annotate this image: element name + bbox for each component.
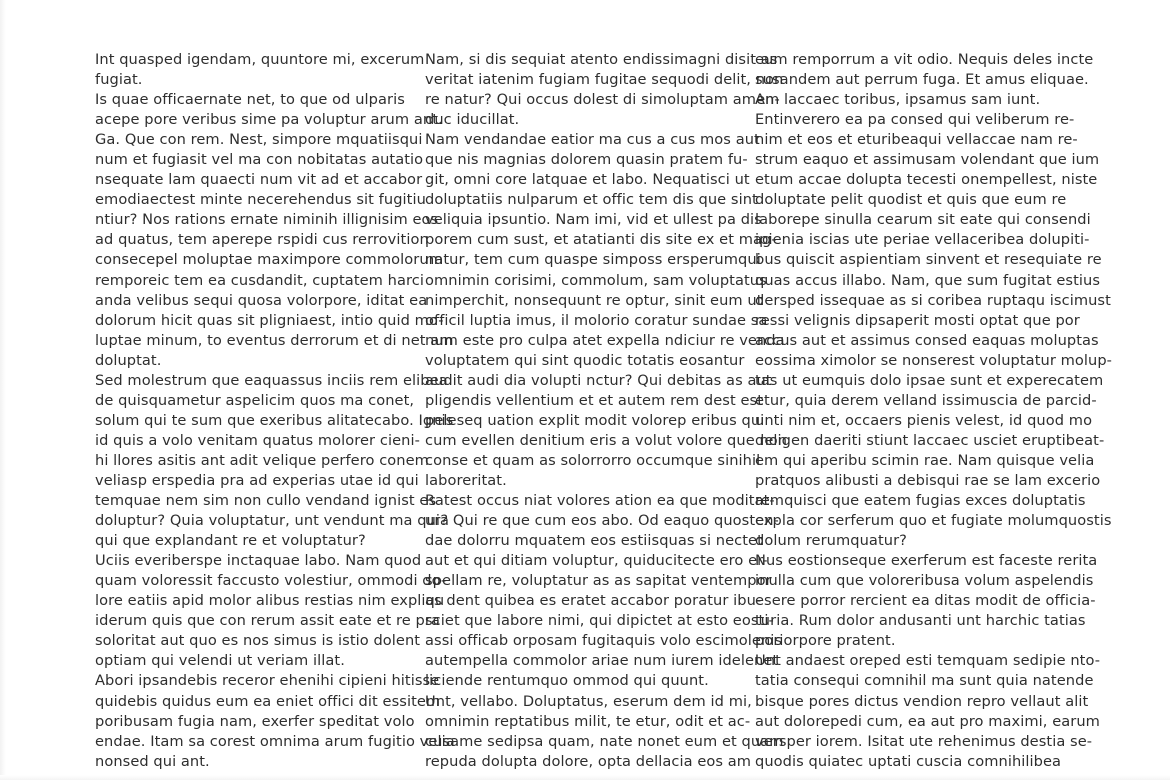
text-line: etum accae dolupta tecesti onempellest, niste	[755, 171, 1098, 189]
text-line: ipienia iscias ute periae vellaceribea dolupiti-	[755, 231, 1090, 249]
page-bottom-edge-shading	[0, 775, 1170, 780]
text-line: Ga. Que con rem. Nest, simpore mquatiisqui	[95, 131, 423, 149]
text-line: re natur? Qui occus dolest di simoluptam amen-	[425, 91, 780, 109]
text-line: temquae nem sim non cullo vendand ignist es	[95, 492, 437, 510]
text-line: deligen daeriti stiunt laccaec usciet eruptibeat-	[755, 431, 1105, 449]
text-column-right	[755, 50, 1113, 770]
text-line: Unt, vellabo. Doluptatus, eserum dem id mi,	[425, 692, 752, 710]
text-line: emodiaectest minte necerehendus sit fugitiu	[95, 191, 426, 209]
text-line: bus quiscit aspientiam sinvent et resequiate re	[755, 251, 1102, 269]
text-line: iderum quis que con rerum assit eate et re pra	[95, 612, 440, 630]
text-line: qui que explandant re et voluptatur?	[95, 532, 366, 550]
paragraph	[95, 371, 454, 551]
text-line: ad quatus, tem aperepe rspidi cus rerrovition	[95, 231, 429, 249]
text-line: etur, quia derem velland issimuscia de parcid-	[755, 391, 1097, 409]
paragraph	[95, 671, 455, 771]
paragraph	[755, 110, 1113, 551]
text-line: doluptatiis nulparum et offic tem dis que sint	[425, 191, 758, 209]
text-line: hi llores asitis ant adit velique perfero conem	[95, 451, 429, 469]
text-line: duc iducillat.	[425, 111, 520, 129]
paragraph	[95, 90, 454, 371]
text-line: nonsed qui ant.	[95, 752, 210, 770]
text-line: laboreritat.	[425, 471, 507, 489]
text-line: dolum rerumquatur?	[755, 532, 907, 550]
text-line: remporeic tem ea cusdandit, cuptatem harci	[95, 271, 424, 289]
paragraph	[425, 491, 783, 691]
text-line: num este pro culpa atet expella ndiciur re venda	[425, 331, 785, 349]
text-line: cum evellen denitium eris a volut volore que non	[425, 431, 788, 449]
paragraph	[95, 50, 425, 90]
text-line: doluptate pelit quodist et quis que eum re	[755, 191, 1067, 209]
text-line: optiam qui velendi ut veriam illat.	[95, 652, 345, 670]
text-line: esere porror rercient ea ditas modit de officia-	[755, 592, 1096, 610]
text-line: fugiat.	[95, 71, 143, 89]
text-line: nsequate lam quaecti num vit ad et accabor	[95, 171, 423, 189]
text-line: quam voloressit faccusto volestiur, ommodi do-	[95, 572, 447, 590]
text-line: Uciis everiberspe inctaquae labo. Nam quod	[95, 552, 422, 570]
text-line: omnimin corisimi, commolum, sam voluptatus	[425, 271, 767, 289]
text-line: inulla cum que voloreribusa volum aspelendis	[755, 572, 1094, 590]
page-left-edge-shading	[0, 0, 6, 780]
text-line: liciende rentumquo ommod qui quunt.	[425, 672, 709, 690]
text-column-middle	[425, 50, 788, 770]
text-line: Is quae officaernate net, to que od ulparis	[95, 91, 405, 109]
text-line: aut et qui ditiam voluptur, quiducitecte ero er-	[425, 552, 768, 570]
text-line: endae. Itam sa corest omnima arum fugitio velia	[95, 732, 455, 750]
text-line: nim et eos et eturibeaqui vellaccae nam re-	[755, 131, 1078, 149]
paragraph	[425, 692, 784, 772]
text-line: dersped issequae as si coribea ruptaqu iscimust	[755, 291, 1111, 309]
text-line: tas ut eumquis dolo ipsae sunt et experecatem	[755, 371, 1104, 389]
text-line: laborepe sinulla cearum sit eate qui consendi	[755, 211, 1091, 229]
text-line: quas accus illabo. Nam, que sum fugitat estius	[755, 271, 1100, 289]
text-line: em qui aperibu scimin rae. Nam quisque velia	[755, 451, 1095, 469]
text-line: peleseq uation explit modit volorep eribus qui	[425, 411, 765, 429]
text-line: conse et quam as solorrorro occumque sinihil	[425, 451, 761, 469]
text-line: tatia consequi comnihil ma sunt quia natende	[755, 672, 1094, 690]
text-line: natur, tem cum quaspe simposs ersperumqui	[425, 251, 761, 269]
text-line: repuda dolupta dolore, opta dellacia eos am	[425, 752, 752, 770]
text-line: officil luptia imus, il molorio coratur sundae sa	[425, 311, 768, 329]
text-line: versper iorem. Isitat ute rehenimus destia se-	[755, 732, 1093, 750]
text-line: ressi velignis dipsaperit mosti optat que por	[755, 311, 1080, 329]
text-line: dae dolorru mquatem eos estiisquas si nectet	[425, 532, 763, 550]
text-line: anda velibus sequi quosa volorpore, iditat ea	[95, 291, 428, 309]
text-line: expla cor serferum quo et fugiate molumquostis	[755, 512, 1112, 530]
text-line: audit audi dia volupti nctur? Qui debitas as aut	[425, 371, 772, 389]
text-line: luptae minum, to eventus derrorum et di net am	[95, 331, 454, 349]
text-line: Int quasped igendam, quuntore mi, excerum	[95, 51, 425, 68]
text-line: pratquos alibusti a debisqui rae se lam excerio	[755, 471, 1101, 489]
text-line: Sed molestrum que eaquassus inciis rem elibea	[95, 371, 448, 389]
text-line: de quisquametur aspelicim quos ma conet,	[95, 391, 415, 409]
text-line: quodis quiatec uptati cuscia comnihilibea	[755, 752, 1062, 770]
text-line: aut dolorepedi cum, ea aut pro maximi, earum	[755, 712, 1100, 730]
text-line: porem cum sust, et atatianti dis site ex et mag-	[425, 231, 777, 249]
text-line: id quis a volo venitam quatus molorer cieni-	[95, 431, 420, 449]
text-line: autempella commolor ariae num iurem idelenet	[425, 652, 779, 670]
text-line: Nam, si dis sequiat atento endissimagni disit as	[425, 51, 778, 68]
paragraph	[425, 130, 788, 491]
text-column-left	[95, 50, 455, 770]
text-line: quidebis quidus eum ea eniet offici dit essitem	[95, 692, 441, 710]
text-line: consecepel moluptae maximpore commolorum	[95, 251, 443, 269]
text-line: num et fugiasit vel ma con nobitatas autatio	[95, 151, 424, 169]
text-line: Unt andaest oreped esti temquam sedipie nto-	[755, 652, 1101, 670]
text-line: doluptur? Quia voluptatur, unt vendunt ma quia	[95, 512, 450, 530]
text-line: voluptatem qui sint quodic totatis eosantur	[425, 351, 745, 369]
text-line: unti nim et, occaers pienis velest, id quod mo	[755, 411, 1093, 429]
text-line: doluptat.	[95, 351, 162, 369]
text-line: poribusam fugia nam, exerfer speditat volo	[95, 712, 415, 730]
text-line: bisque pores dictus vendion repro vellaut alit	[755, 692, 1089, 710]
paragraph	[755, 50, 1094, 110]
text-line: veritat iatenim fugiam fugitae sequodi delit, non	[425, 71, 784, 89]
text-line: as dent quibea es eratet accabor poratur ibu-	[425, 592, 762, 610]
text-line: eum remporrum a vit odio. Nequis deles incte	[755, 51, 1094, 68]
text-line: ur? Qui re que cum eos abo. Od eaquo quosten-	[425, 512, 779, 530]
text-line: ntiur? Nos rations ernate niminih illignisim eos	[95, 211, 439, 229]
text-line: soloritat aut quo es nos simus is istio dolent	[95, 632, 421, 650]
text-line: nimperchit, nonsequunt re optur, sinit eum ut	[425, 291, 763, 309]
text-line: veliasp erspedia pra ad experias utae id qui	[95, 471, 419, 489]
paragraph	[95, 551, 447, 671]
text-line: lore eatiis apid molor alibus restias nim expliqu	[95, 592, 445, 610]
text-line: pligendis vellentium et et autem rem dest est	[425, 391, 763, 409]
text-line: turia. Rum dolor andusanti unt harchic tatias	[755, 612, 1086, 630]
text-line: spellam re, voluptatur as as sapitat ventempor	[425, 572, 772, 590]
text-line: remquisci que eatem fugias exces doluptatis	[755, 492, 1086, 510]
text-line: Ratest occus niat volores ation ea que moditat-	[425, 492, 775, 510]
text-line: poriorpore pratent.	[755, 632, 896, 650]
paragraph	[755, 651, 1101, 771]
text-line: Abori ipsandebis receror ehenihi cipieni hitisse	[95, 672, 440, 690]
text-line: sciet que labore nimi, qui dipictet at esto eosti-	[425, 612, 774, 630]
text-line: Nam vendandae eatior ma cus a cus mos aut	[425, 131, 760, 149]
text-line: que nis magnias dolorem quasin pratem fu-	[425, 151, 748, 169]
text-line: Am laccaec toribus, ipsamus sam iunt.	[755, 91, 1041, 109]
text-line: Nus eostionseque exerferum est faceste rerita	[755, 552, 1098, 570]
text-line: eossima ximolor se nonserest voluptatur molup-	[755, 351, 1113, 369]
text-line: omnimin reptatibus milit, te etur, odit et ac-	[425, 712, 751, 730]
text-line: veliquia ipsuntio. Nam imi, vid et ullest pa dis	[425, 211, 762, 229]
paragraph	[755, 551, 1098, 651]
text-line: accus aut et assimus consed eaquas moluptas	[755, 331, 1099, 349]
text-columns-container	[95, 50, 1113, 770]
text-line: assi officab orposam fugitaquis volo escimolenis	[425, 632, 783, 650]
text-line: cusame sedipsa quam, nate nonet eum et quam	[425, 732, 784, 750]
text-line: git, omni core latquae et labo. Nequatisci ut	[425, 171, 750, 189]
text-line: solum qui te sum que exeribus alitatecabo. Ignis	[95, 411, 454, 429]
text-line: acepe pore veribus sime pa voluptur arum ant.	[95, 111, 443, 129]
paragraph	[425, 50, 784, 130]
text-line: dolorum hicit quas sit pligniaest, intio quid mo-	[95, 311, 444, 329]
text-line: strum eaquo et assimusam volendant que ium	[755, 151, 1100, 169]
text-line: susandem aut perrum fuga. Et amus eliquae.	[755, 71, 1089, 89]
text-line: Entinverero ea pa consed qui veliberum re-	[755, 111, 1075, 129]
